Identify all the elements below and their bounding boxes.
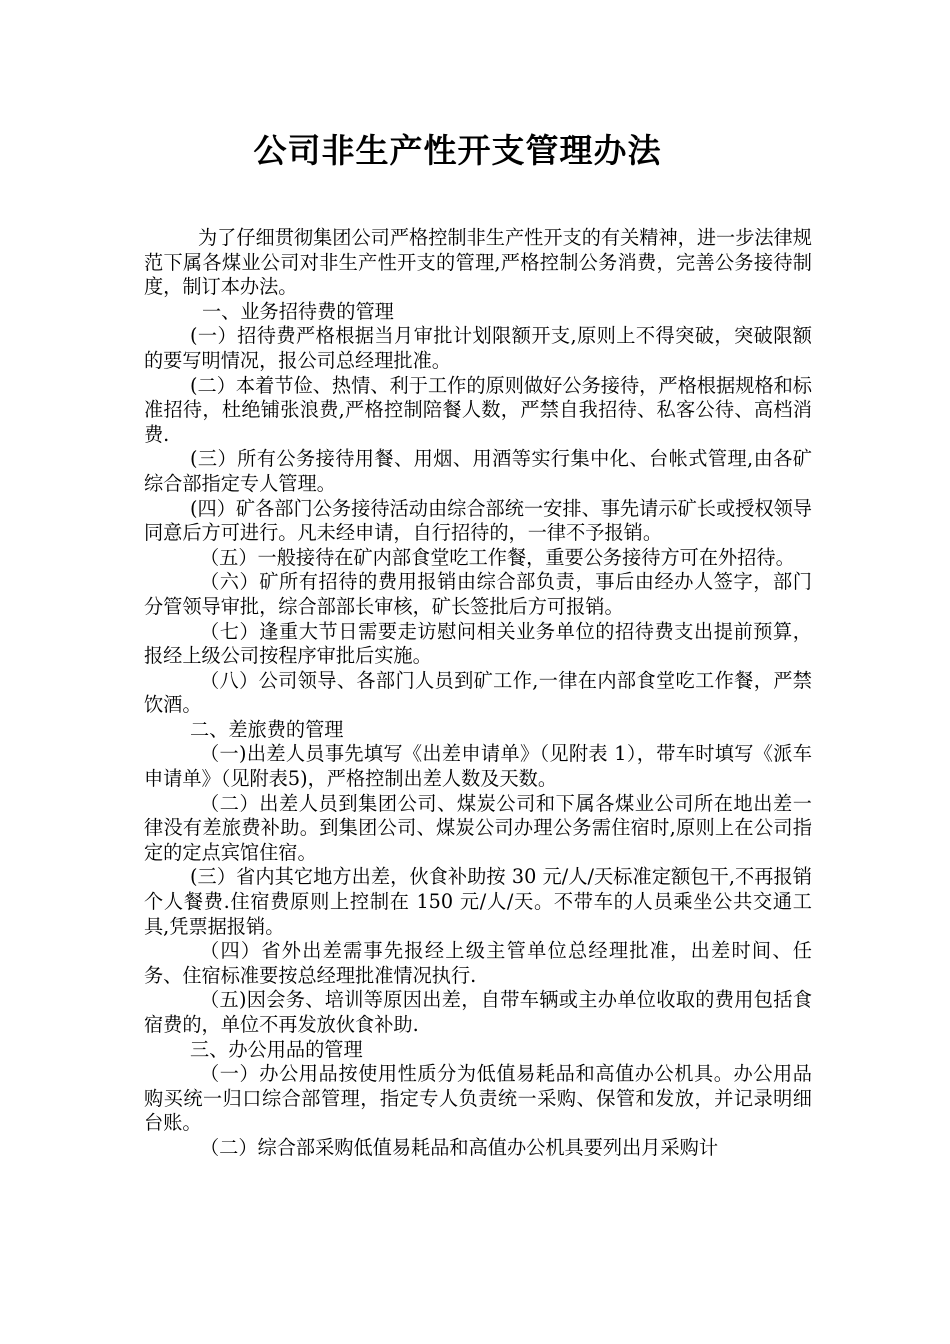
document-body	[144, 226, 812, 1161]
clause-paragraph: （六）矿所有招待的费用报销由综合部负责，事后由经办人签字，部门分管领导审批，综合部部长审核，矿长签批后方可报销。	[144, 570, 812, 618]
clause-paragraph: （五)因会务、培训等原因出差，自带车辆或主办单位收取的费用包括食宿费的，单位不再发放伙食补助.	[144, 988, 812, 1036]
clause-paragraph: （二）综合部采购低值易耗品和高值办公机具要列出月采购计	[200, 1135, 719, 1159]
clause-paragraph: （一)出差人员事先填写《出差申请单》（见附表 1），带车时填写《派车申请单》（见附表5)，严格控制出差人数及天数。	[144, 742, 812, 791]
clause-paragraph: （四）省外出差需事先报经上级主管单位总经理批准，出差时间、任务、住宿标准要按总经理批准情况执行.	[144, 939, 812, 987]
clause-paragraph: (一）招待费严格根据当月审批计划限额开支,原则上不得突破，突破限额的要写明情况，报公司总经理批准。	[144, 324, 812, 372]
section-heading-reception: 一、业务招待费的管理	[202, 299, 394, 323]
clause-paragraph: （七）逢重大节日需要走访慰问相关业务单位的招待费支出提前预算，报经上级公司按程序审批后实施。	[144, 619, 812, 668]
clause-paragraph: （五）一般接待在矿内部食堂吃工作餐，重要公务接待方可在外招待。	[200, 545, 795, 569]
clause-paragraph: (四）矿各部门公务接待活动由综合部统一安排、事先请示矿长或授权领导同意后方可进行。凡未经申请，自行招待的，一律不予报销。	[144, 496, 812, 545]
clause-paragraph: (三）省内其它地方出差，伙食补助按 30 元/人/天标准定额包干,不再报销个人餐费.住宿费原则上控制在 150 元/人/天。不带车的人员乘坐公共交通工具,凭票据报销。	[144, 865, 812, 938]
section-heading-office-supplies: 三、办公用品的管理	[190, 1037, 363, 1061]
section-heading-travel: 二、差旅费的管理	[190, 717, 344, 741]
clause-paragraph: （八）公司领导、各部门人员到矿工作,一律在内部食堂吃工作餐，严禁饮酒。	[144, 668, 812, 717]
intro-paragraph: 为了仔细贯彻集团公司严格控制非生产性开支的有关精神，进一步法律规范下属各煤业公司对非生产性开支的管理,严格控制公务消费，完善公务接待制度，制订本办法。	[144, 226, 812, 299]
clause-paragraph: (二）本着节俭、热情、利于工作的原则做好公务接待，严格根据规格和标准招待，杜绝铺张浪费,严格控制陪餐人数，严禁自我招待、私客公待、高档消费.	[144, 373, 812, 446]
document-title: 公司非生产性开支管理办法	[253, 131, 662, 170]
clause-paragraph: （二）出差人员到集团公司、煤炭公司和下属各煤业公司所在地出差一律没有差旅费补助。到集团公司、煤炭公司办理公务需住宿时,原则上在公司指定的定点宾馆住宿。	[144, 791, 812, 864]
clause-paragraph: （一）办公用品按使用性质分为低值易耗品和高值办公机具。办公用品购买统一归口综合部管理，指定专人负责统一采购、保管和发放，并记录明细台账。	[144, 1062, 812, 1135]
clause-paragraph: (三）所有公务接待用餐、用烟、用酒等实行集中化、台帐式管理,由各矿综合部指定专人管理。	[144, 447, 812, 495]
